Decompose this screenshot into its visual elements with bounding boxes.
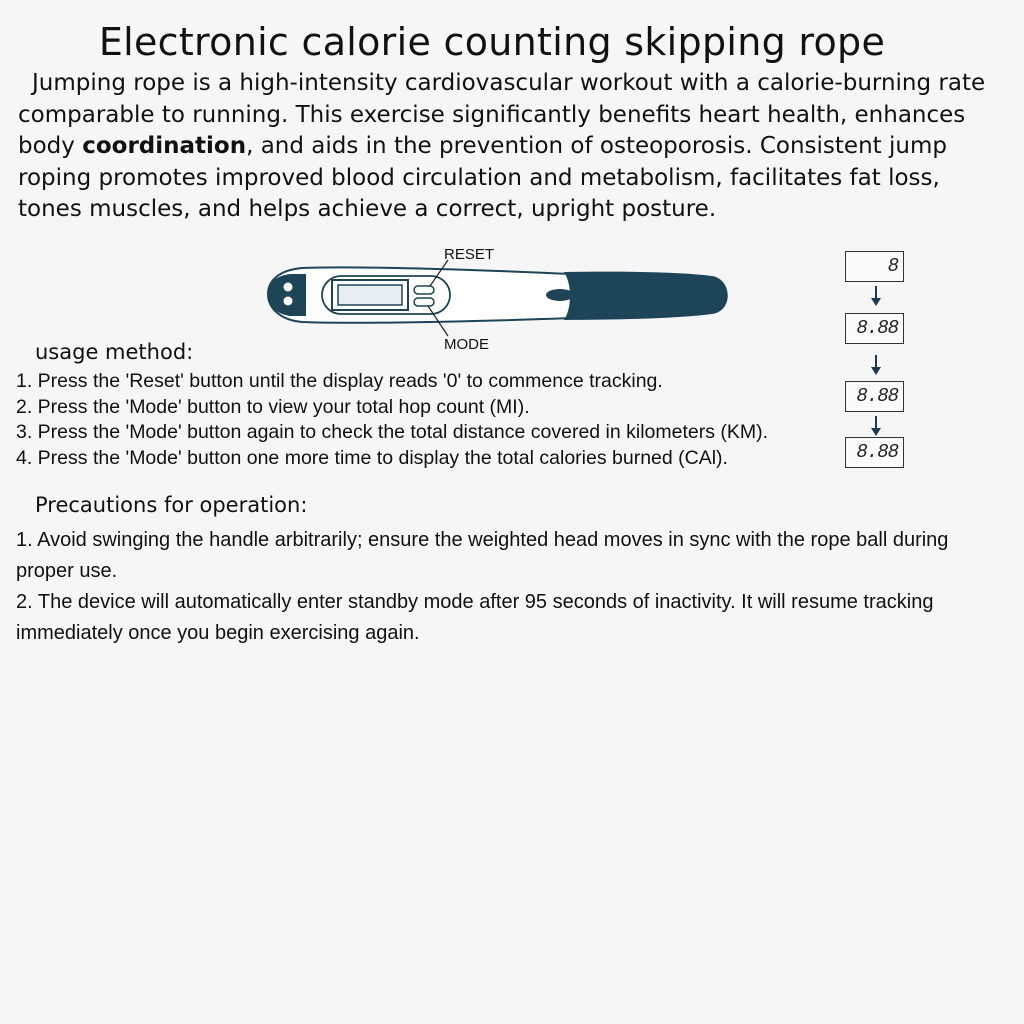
head-dot-bottom [284, 297, 293, 306]
display-step-3-value: 8.88 [856, 385, 898, 407]
usage-step: 4. Press the 'Mode' button one more time to display the total calories burned (CAl). [16, 446, 728, 469]
mode-button[interactable] [414, 298, 434, 306]
intro-text-1: Jumping rope is a high-intensity cardiovascular workout with a calorie-burning rate comparable to running. This exercise significantly benefits heart health, enhances body [18, 70, 986, 159]
precaution-item: 2. The device will automatically enter standby mode after 95 seconds of inactivity. It will resume tracking immediately once you begin exercising again. [16, 591, 934, 644]
page-title: Electronic calorie counting skipping rope [98, 20, 886, 64]
display-step-1 [845, 251, 904, 282]
intro-paragraph [18, 68, 1008, 226]
usage-step: 3. Press the 'Mode' button again to check the total distance covered in kilometers (KM). [16, 421, 769, 443]
display-step-2-value: 8.88 [856, 317, 898, 339]
reset-button[interactable] [414, 286, 434, 294]
display-step-2 [845, 313, 904, 344]
display-step-1-value: 8 [887, 255, 898, 277]
usage-heading: usage method: [35, 340, 194, 364]
lcd-screen [338, 285, 402, 305]
skipping-rope-handle-illustration [262, 238, 742, 358]
reset-label: RESET [444, 246, 495, 263]
precautions-heading: Precautions for operation: [35, 493, 308, 517]
intro-bold-word: coordination [82, 133, 247, 159]
head-dot-top [284, 283, 293, 292]
display-step-4-value: 8.88 [856, 441, 898, 463]
usage-steps [16, 369, 916, 471]
intro-text-2: , and aids in the prevention of osteoporosis. Consistent jump roping promotes improved blood circulation and metabolism, facilitates fat loss, tones muscles, and helps achieve a correct, upright posture. [18, 133, 947, 222]
precautions-list [16, 525, 1001, 649]
precaution-item: 1. Avoid swinging the handle arbitrarily; ensure the weighted head moves in sync with the rope ball during proper use. [16, 529, 949, 582]
handle-grip [564, 272, 728, 320]
arrow-down-icon [868, 284, 884, 308]
mode-label: MODE [444, 336, 489, 353]
usage-step: 1. Press the 'Reset' button until the display reads '0' to commence tracking. [16, 370, 663, 392]
usage-step: 2. Press the 'Mode' button to view your total hop count (MI). [16, 395, 530, 418]
